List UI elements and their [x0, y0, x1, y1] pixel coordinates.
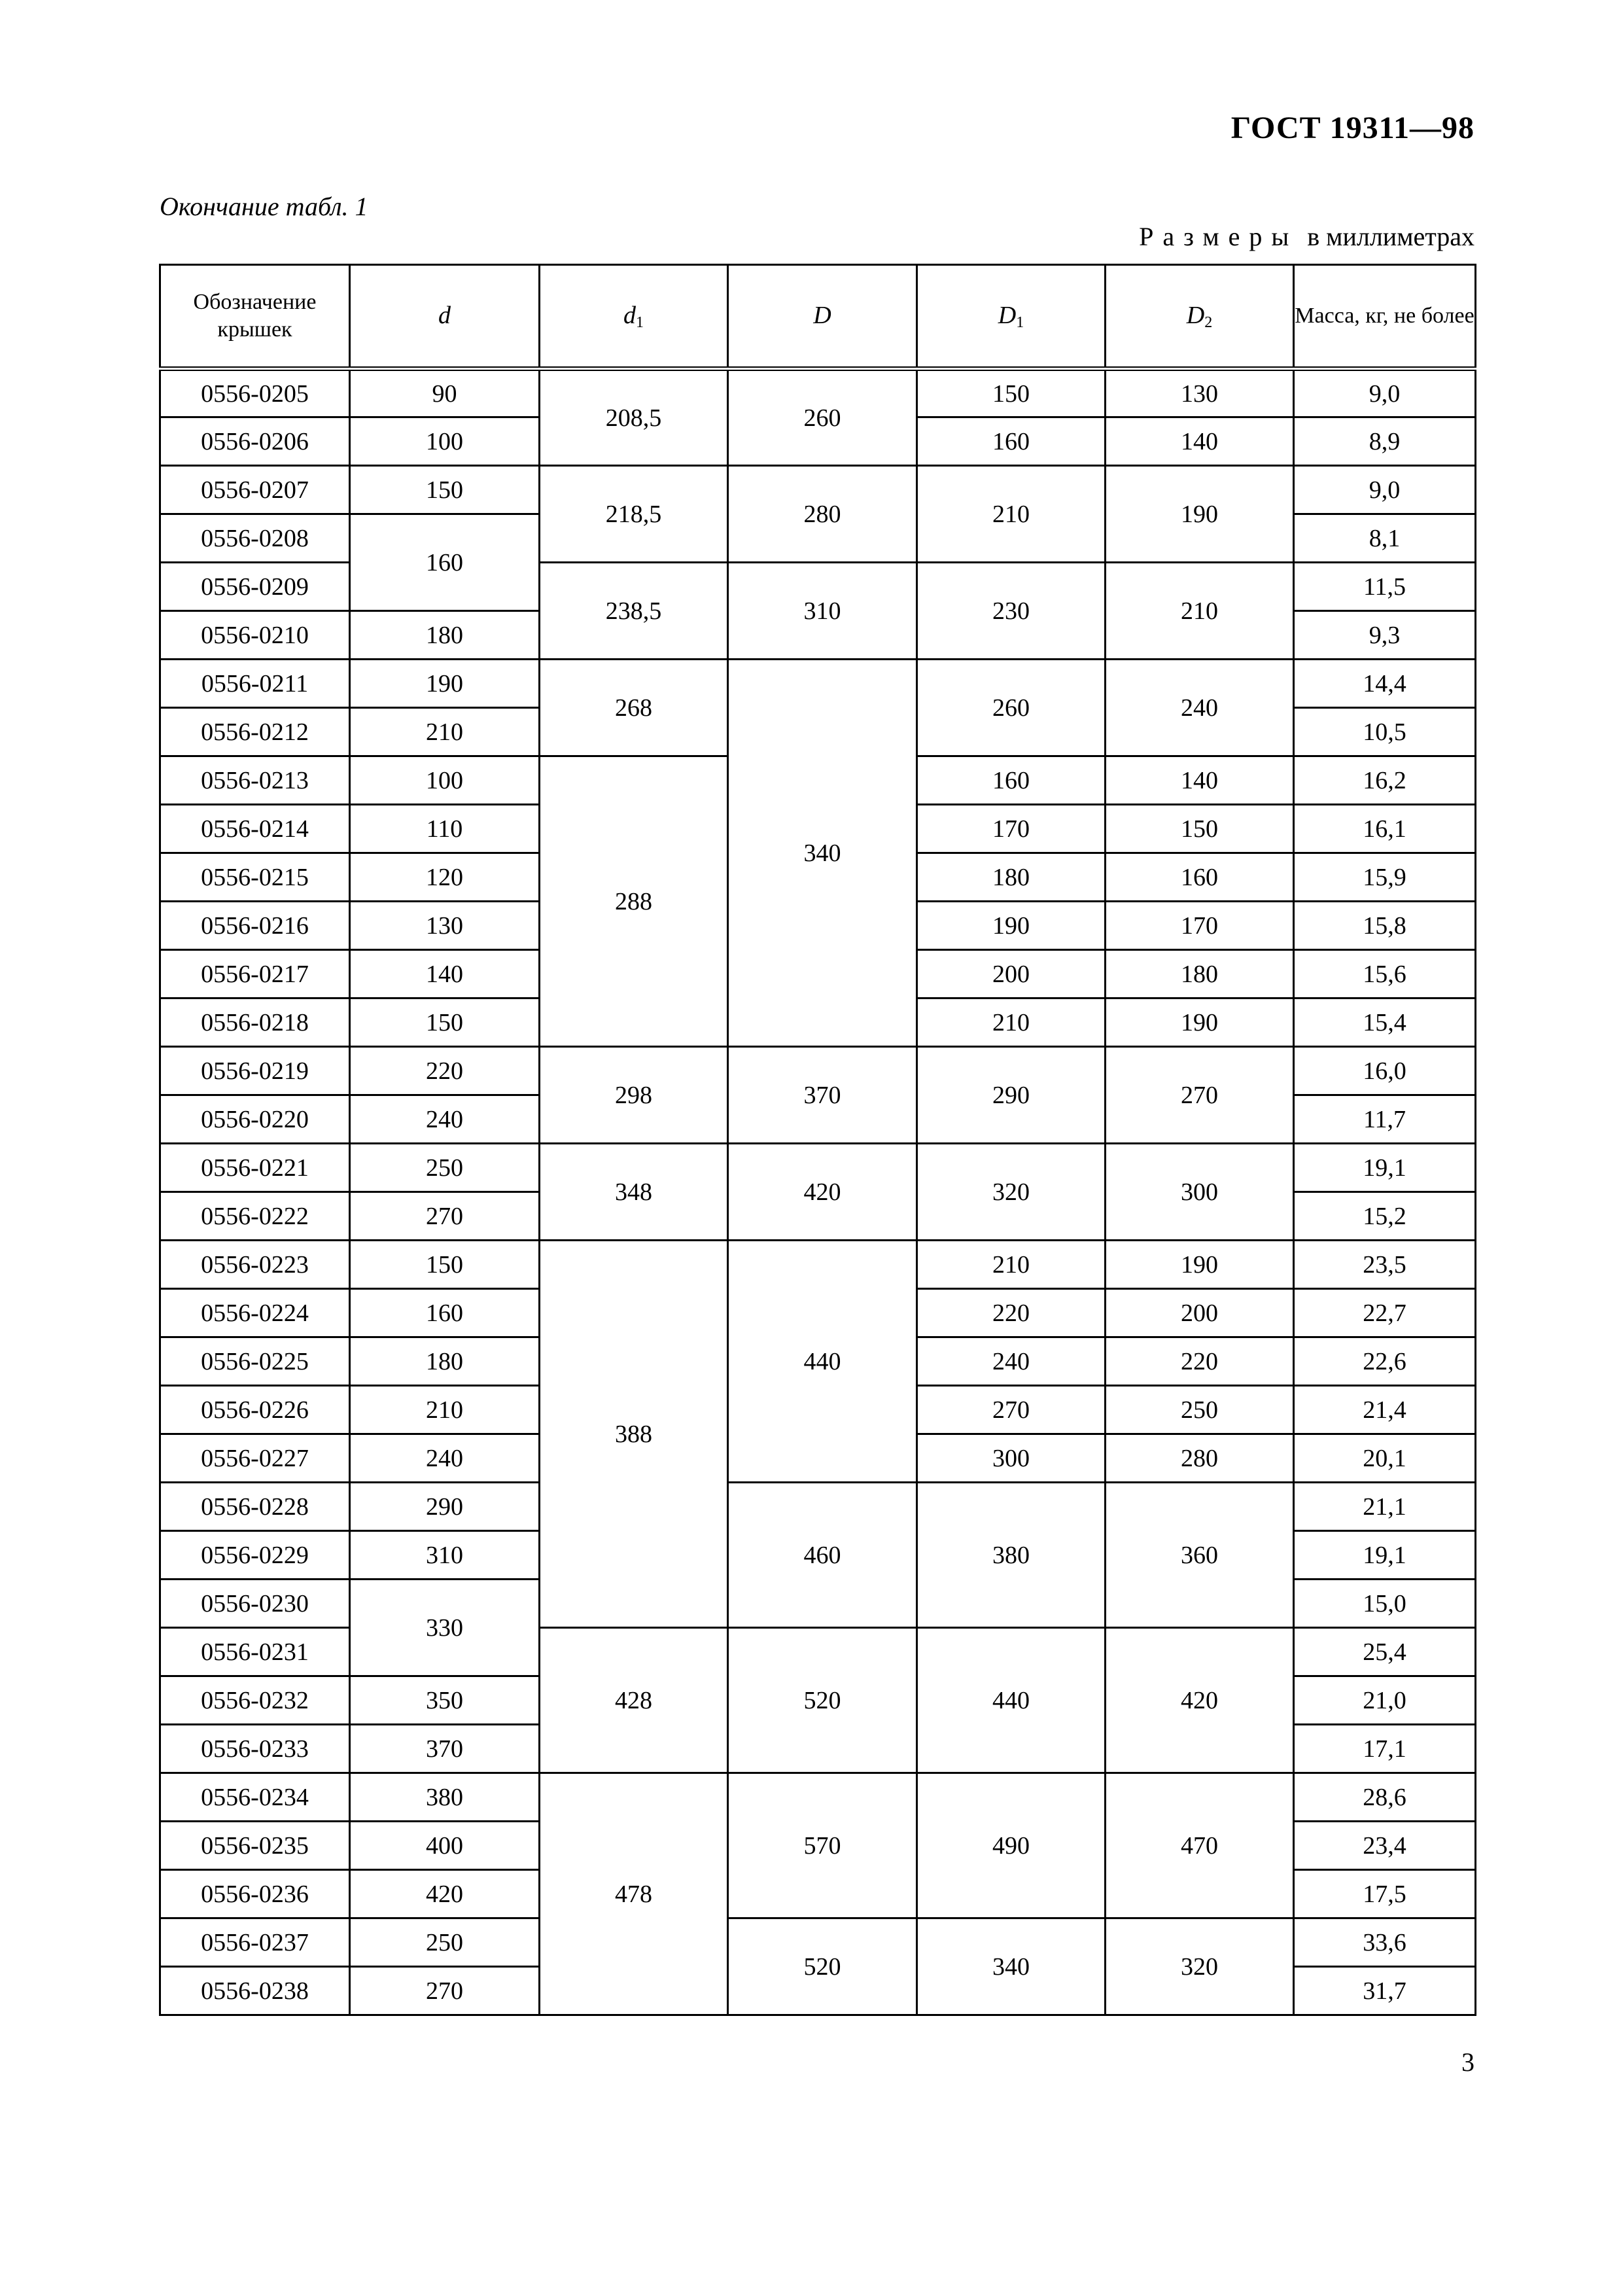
D-cell: 440	[728, 1241, 917, 1483]
table-row	[160, 1047, 1476, 1095]
designation-cell: 0556-0212	[160, 708, 350, 756]
D-cell: 420	[728, 1144, 917, 1241]
designation-cell: 0556-0215	[160, 853, 350, 902]
d-cell: 270	[350, 1967, 540, 2015]
d-cell: 160	[350, 514, 540, 611]
header-d: d	[350, 265, 540, 369]
header-D2-sub: 2	[1204, 313, 1213, 331]
designation-cell: 0556-0217	[160, 950, 350, 998]
d-cell: 120	[350, 853, 540, 902]
d-cell: 310	[350, 1531, 540, 1580]
d-cell: 150	[350, 466, 540, 514]
d1-cell: 218,5	[540, 466, 728, 563]
designation-cell: 0556-0238	[160, 1967, 350, 2015]
mass-cell: 23,5	[1294, 1241, 1476, 1289]
mass-cell: 22,6	[1294, 1337, 1476, 1386]
mass-cell: 8,9	[1294, 417, 1476, 466]
mass-cell: 28,6	[1294, 1773, 1476, 1822]
units-value: в миллиметрах	[1307, 222, 1475, 251]
designation-cell: 0556-0216	[160, 902, 350, 950]
designation-cell: 0556-0228	[160, 1483, 350, 1531]
D2-cell: 280	[1106, 1434, 1294, 1483]
designation-cell: 0556-0236	[160, 1870, 350, 1918]
D1-cell: 200	[917, 950, 1106, 998]
units-note	[1139, 221, 1475, 252]
designation-cell: 0556-0206	[160, 417, 350, 466]
D2-cell: 160	[1106, 853, 1294, 902]
designation-cell: 0556-0229	[160, 1531, 350, 1580]
mass-cell: 23,4	[1294, 1822, 1476, 1870]
table-row	[160, 660, 1476, 708]
d-cell: 100	[350, 756, 540, 805]
designation-cell: 0556-0224	[160, 1289, 350, 1337]
mass-cell: 16,0	[1294, 1047, 1476, 1095]
mass-cell: 11,5	[1294, 563, 1476, 611]
D1-cell: 160	[917, 756, 1106, 805]
mass-cell: 21,4	[1294, 1386, 1476, 1434]
d-cell: 220	[350, 1047, 540, 1095]
D1-cell: 210	[917, 466, 1106, 563]
units-label: Размеры	[1139, 222, 1299, 251]
table-row	[160, 1483, 1476, 1531]
d-cell: 250	[350, 1918, 540, 1967]
mass-cell: 21,1	[1294, 1483, 1476, 1531]
designation-cell: 0556-0214	[160, 805, 350, 853]
D1-cell: 160	[917, 417, 1106, 466]
D1-cell: 300	[917, 1434, 1106, 1483]
designation-cell: 0556-0205	[160, 369, 350, 417]
designation-cell: 0556-0227	[160, 1434, 350, 1483]
designation-cell: 0556-0207	[160, 466, 350, 514]
mass-cell: 16,1	[1294, 805, 1476, 853]
header-D2-base: D	[1186, 301, 1205, 329]
D2-cell: 420	[1106, 1628, 1294, 1773]
d1-cell: 268	[540, 660, 728, 756]
D2-cell: 130	[1106, 369, 1294, 417]
d-cell: 150	[350, 998, 540, 1047]
d-cell: 380	[350, 1773, 540, 1822]
mass-cell: 33,6	[1294, 1918, 1476, 1967]
d-cell: 110	[350, 805, 540, 853]
mass-cell: 8,1	[1294, 514, 1476, 563]
header-d1	[540, 265, 728, 369]
document-title: ГОСТ 19311—98	[1230, 111, 1475, 145]
D2-cell: 470	[1106, 1773, 1294, 1918]
mass-cell: 15,6	[1294, 950, 1476, 998]
mass-cell: 25,4	[1294, 1628, 1476, 1676]
d1-cell: 298	[540, 1047, 728, 1144]
D-cell: 340	[728, 660, 917, 1047]
D-cell: 460	[728, 1483, 917, 1628]
d-cell: 240	[350, 1434, 540, 1483]
d-cell: 400	[350, 1822, 540, 1870]
designation-cell: 0556-0219	[160, 1047, 350, 1095]
d-cell: 240	[350, 1095, 540, 1144]
D1-cell: 220	[917, 1289, 1106, 1337]
d-cell: 420	[350, 1870, 540, 1918]
d-cell: 90	[350, 369, 540, 417]
D1-cell: 290	[917, 1047, 1106, 1144]
d-cell: 180	[350, 611, 540, 660]
d-cell: 330	[350, 1580, 540, 1676]
D1-cell: 270	[917, 1386, 1106, 1434]
D2-cell: 270	[1106, 1047, 1294, 1144]
d-cell: 270	[350, 1192, 540, 1241]
designation-cell: 0556-0232	[160, 1676, 350, 1725]
d-cell: 290	[350, 1483, 540, 1531]
header-d1-base: d	[623, 301, 636, 329]
D2-cell: 180	[1106, 950, 1294, 998]
header-d1-sub: 1	[636, 313, 644, 331]
d-cell: 100	[350, 417, 540, 466]
designation-cell: 0556-0233	[160, 1725, 350, 1773]
mass-cell: 15,2	[1294, 1192, 1476, 1241]
mass-cell: 17,1	[1294, 1725, 1476, 1773]
D1-cell: 150	[917, 369, 1106, 417]
d1-cell: 388	[540, 1241, 728, 1628]
D-cell: 520	[728, 1918, 917, 2015]
d-cell: 250	[350, 1144, 540, 1192]
mass-cell: 9,3	[1294, 611, 1476, 660]
D2-cell: 190	[1106, 1241, 1294, 1289]
designation-cell: 0556-0213	[160, 756, 350, 805]
D2-cell: 220	[1106, 1337, 1294, 1386]
mass-cell: 15,8	[1294, 902, 1476, 950]
d1-cell: 238,5	[540, 563, 728, 660]
D2-cell: 210	[1106, 563, 1294, 660]
designation-cell: 0556-0225	[160, 1337, 350, 1386]
mass-cell: 16,2	[1294, 756, 1476, 805]
D2-cell: 320	[1106, 1918, 1294, 2015]
designation-cell: 0556-0210	[160, 611, 350, 660]
header-D1	[917, 265, 1106, 369]
D1-cell: 340	[917, 1918, 1106, 2015]
table-row	[160, 1144, 1476, 1192]
mass-cell: 21,0	[1294, 1676, 1476, 1725]
mass-cell: 15,4	[1294, 998, 1476, 1047]
D1-cell: 380	[917, 1483, 1106, 1628]
d-cell: 350	[350, 1676, 540, 1725]
D2-cell: 170	[1106, 902, 1294, 950]
d-cell: 370	[350, 1725, 540, 1773]
D-cell: 260	[728, 369, 917, 466]
page-number: 3	[1461, 2047, 1475, 2077]
d1-cell: 348	[540, 1144, 728, 1241]
header-designation: Обозначение крышек	[160, 265, 350, 369]
d-cell: 210	[350, 1386, 540, 1434]
D1-cell: 490	[917, 1773, 1106, 1918]
header-D1-sub: 1	[1016, 313, 1024, 331]
designation-cell: 0556-0226	[160, 1386, 350, 1434]
D2-cell: 190	[1106, 998, 1294, 1047]
designation-cell: 0556-0234	[160, 1773, 350, 1822]
d1-cell: 428	[540, 1628, 728, 1773]
header-D1-base: D	[998, 301, 1017, 329]
D1-cell: 210	[917, 998, 1106, 1047]
designation-cell: 0556-0231	[160, 1628, 350, 1676]
mass-cell: 14,4	[1294, 660, 1476, 708]
D-cell: 520	[728, 1628, 917, 1773]
d-cell: 140	[350, 950, 540, 998]
mass-cell: 17,5	[1294, 1870, 1476, 1918]
d-cell: 180	[350, 1337, 540, 1386]
mass-cell: 15,0	[1294, 1580, 1476, 1628]
D2-cell: 190	[1106, 466, 1294, 563]
d-cell: 190	[350, 660, 540, 708]
designation-cell: 0556-0223	[160, 1241, 350, 1289]
header-row	[160, 265, 1476, 369]
D2-cell: 240	[1106, 660, 1294, 756]
mass-cell: 10,5	[1294, 708, 1476, 756]
designation-cell: 0556-0218	[160, 998, 350, 1047]
mass-cell: 19,1	[1294, 1144, 1476, 1192]
D1-cell: 230	[917, 563, 1106, 660]
d-cell: 160	[350, 1289, 540, 1337]
designation-cell: 0556-0209	[160, 563, 350, 611]
D1-cell: 190	[917, 902, 1106, 950]
d1-cell: 478	[540, 1773, 728, 2015]
D1-cell: 170	[917, 805, 1106, 853]
D-cell: 370	[728, 1047, 917, 1144]
designation-cell: 0556-0221	[160, 1144, 350, 1192]
designation-cell: 0556-0222	[160, 1192, 350, 1241]
designation-cell: 0556-0211	[160, 660, 350, 708]
D1-cell: 210	[917, 1241, 1106, 1289]
header-D2	[1106, 265, 1294, 369]
d-cell: 150	[350, 1241, 540, 1289]
D1-cell: 260	[917, 660, 1106, 756]
header-D: D	[728, 265, 917, 369]
d-cell: 210	[350, 708, 540, 756]
mass-cell: 11,7	[1294, 1095, 1476, 1144]
D1-cell: 440	[917, 1628, 1106, 1773]
D2-cell: 300	[1106, 1144, 1294, 1241]
D2-cell: 360	[1106, 1483, 1294, 1628]
mass-cell: 31,7	[1294, 1967, 1476, 2015]
dimensions-table	[159, 264, 1476, 2016]
d-cell: 130	[350, 902, 540, 950]
designation-cell: 0556-0208	[160, 514, 350, 563]
table-row	[160, 1773, 1476, 1822]
header-mass: Масса, кг, не более	[1294, 265, 1476, 369]
designation-cell: 0556-0235	[160, 1822, 350, 1870]
D2-cell: 140	[1106, 417, 1294, 466]
D2-cell: 140	[1106, 756, 1294, 805]
D-cell: 570	[728, 1773, 917, 1918]
mass-cell: 15,9	[1294, 853, 1476, 902]
d1-cell: 208,5	[540, 369, 728, 466]
D-cell: 280	[728, 466, 917, 563]
mass-cell: 22,7	[1294, 1289, 1476, 1337]
table-row	[160, 369, 1476, 417]
designation-cell: 0556-0237	[160, 1918, 350, 1967]
D2-cell: 150	[1106, 805, 1294, 853]
mass-cell: 20,1	[1294, 1434, 1476, 1483]
mass-cell: 9,0	[1294, 369, 1476, 417]
D2-cell: 200	[1106, 1289, 1294, 1337]
table-caption: Окончание табл. 1	[160, 192, 368, 221]
D1-cell: 240	[917, 1337, 1106, 1386]
designation-cell: 0556-0220	[160, 1095, 350, 1144]
table-row	[160, 1918, 1476, 1967]
mass-cell: 19,1	[1294, 1531, 1476, 1580]
table-row	[160, 1241, 1476, 1289]
D1-cell: 320	[917, 1144, 1106, 1241]
D-cell: 310	[728, 563, 917, 660]
D1-cell: 180	[917, 853, 1106, 902]
D2-cell: 250	[1106, 1386, 1294, 1434]
designation-cell: 0556-0230	[160, 1580, 350, 1628]
d1-cell: 288	[540, 756, 728, 1047]
table-row	[160, 466, 1476, 514]
mass-cell: 9,0	[1294, 466, 1476, 514]
